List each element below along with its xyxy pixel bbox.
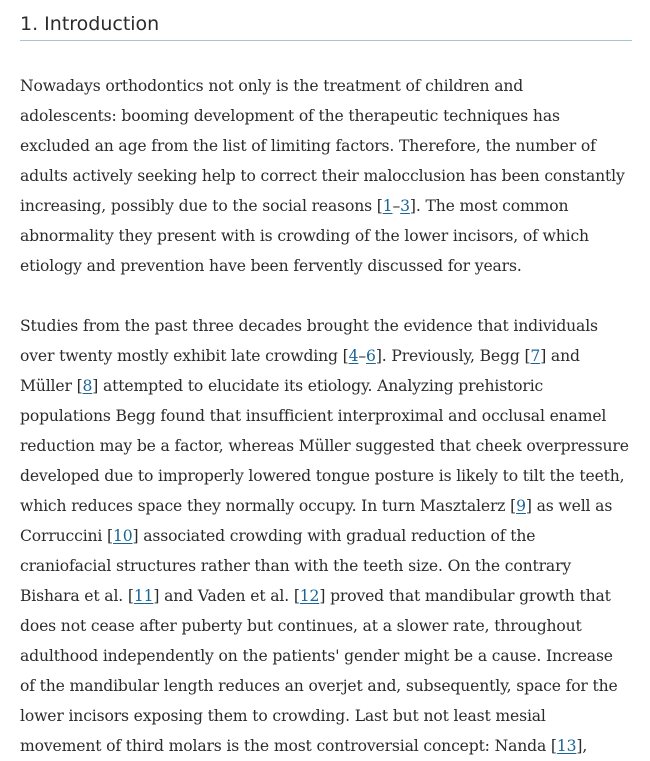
- text-line: [20, 611, 632, 641]
- text-line: [20, 431, 632, 461]
- text-run: Nowadays orthodontics not only is the treatment of children and: [20, 77, 524, 95]
- citation-link-8[interactable]: 8: [82, 377, 93, 395]
- text-line: [20, 311, 632, 341]
- text-line: [20, 521, 632, 551]
- citation-link-11[interactable]: 11: [133, 587, 154, 605]
- text-line: [20, 491, 632, 521]
- citation-link-13[interactable]: 13: [556, 737, 577, 755]
- text-run: populations Begg found that insufficient interproximal and occlusal enamel: [20, 407, 607, 425]
- text-run: ]. The most common: [409, 197, 569, 215]
- text-line: [20, 581, 632, 611]
- citation-link-12[interactable]: 12: [299, 587, 320, 605]
- text-line: [20, 131, 632, 161]
- citation-link-4[interactable]: 4: [348, 347, 359, 365]
- text-line: [20, 341, 632, 371]
- text-line: [20, 101, 632, 131]
- text-line: [20, 461, 632, 491]
- text-run: Studies from the past three decades brought the evidence that individuals: [20, 317, 598, 335]
- text-run: which reduces space they normally occupy. In turn Masztalerz [: [20, 497, 517, 515]
- text-line: [20, 161, 632, 191]
- text-run: reduction may be a factor, whereas Müller suggested that cheek overpressure: [20, 437, 629, 455]
- text-run: adults actively seeking help to correct their malocclusion has been constantly: [20, 167, 625, 185]
- text-run: ]. Previously, Begg [: [375, 347, 531, 365]
- text-run: over twenty mostly exhibit late crowding [: [20, 347, 349, 365]
- paragraph-2: [20, 311, 632, 761]
- text-run: ] as well as: [525, 497, 613, 515]
- text-run: abnormality they present with is crowding of the lower incisors, of which: [20, 227, 589, 245]
- text-line: [20, 401, 632, 431]
- text-run: etiology and prevention have been fervently discussed for years.: [20, 257, 522, 275]
- text-line: [20, 671, 632, 701]
- text-line: [20, 221, 632, 251]
- text-run: movement of third molars is the most controversial concept: Nanda [: [20, 737, 557, 755]
- text-run: ],: [576, 737, 588, 755]
- text-run: does not cease after puberty but continues, at a slower rate, throughout: [20, 617, 582, 635]
- citation-link-7[interactable]: 7: [530, 347, 541, 365]
- text-line: [20, 371, 632, 401]
- text-run: craniofacial structures rather than with the teeth size. On the contrary: [20, 557, 572, 575]
- citation-link-10[interactable]: 10: [113, 527, 133, 545]
- citation-link-6[interactable]: 6: [366, 347, 376, 365]
- text-run: ] attempted to elucidate its etiology. Analyzing prehistoric: [92, 377, 544, 395]
- text-run: adulthood independently on the patients' gender might be a cause. Increase: [20, 647, 613, 665]
- text-run: –: [358, 347, 367, 365]
- text-run: lower incisors exposing them to crowding. Last but not least mesial: [20, 707, 546, 725]
- text-run: excluded an age from the list of limiting factors. Therefore, the number of: [20, 137, 596, 155]
- text-run: of the mandibular length reduces an overjet and, subsequently, space for the: [20, 677, 618, 695]
- text-run: Corruccini [: [20, 527, 113, 545]
- text-line: [20, 551, 632, 581]
- text-run: –: [392, 197, 401, 215]
- text-run: Müller [: [20, 377, 83, 395]
- text-line: [20, 191, 632, 221]
- citation-link-1[interactable]: 1: [382, 197, 393, 215]
- text-run: adolescents: booming development of the therapeutic techniques has: [20, 107, 560, 125]
- text-run: ] proved that mandibular growth that: [319, 587, 611, 605]
- text-run: ] and: [540, 347, 580, 365]
- article-section: [20, 0, 632, 761]
- citation-link-3[interactable]: 3: [400, 197, 410, 215]
- text-run: increasing, possibly due to the social reasons [: [20, 197, 383, 215]
- citation-link-9[interactable]: 9: [516, 497, 526, 515]
- text-line: [20, 701, 632, 731]
- text-line: [20, 71, 632, 101]
- text-run: ] associated crowding with gradual reduction of the: [132, 527, 536, 545]
- paragraph-1: [20, 71, 632, 281]
- text-run: developed due to improperly lowered tongue posture is likely to tilt the teeth,: [20, 467, 625, 485]
- text-line: [20, 251, 632, 281]
- text-run: Bishara et al. [: [20, 587, 134, 605]
- text-line: [20, 641, 632, 671]
- text-run: ] and Vaden et al. [: [153, 587, 300, 605]
- section-heading: 1. Introduction: [20, 0, 632, 41]
- text-line: [20, 731, 632, 761]
